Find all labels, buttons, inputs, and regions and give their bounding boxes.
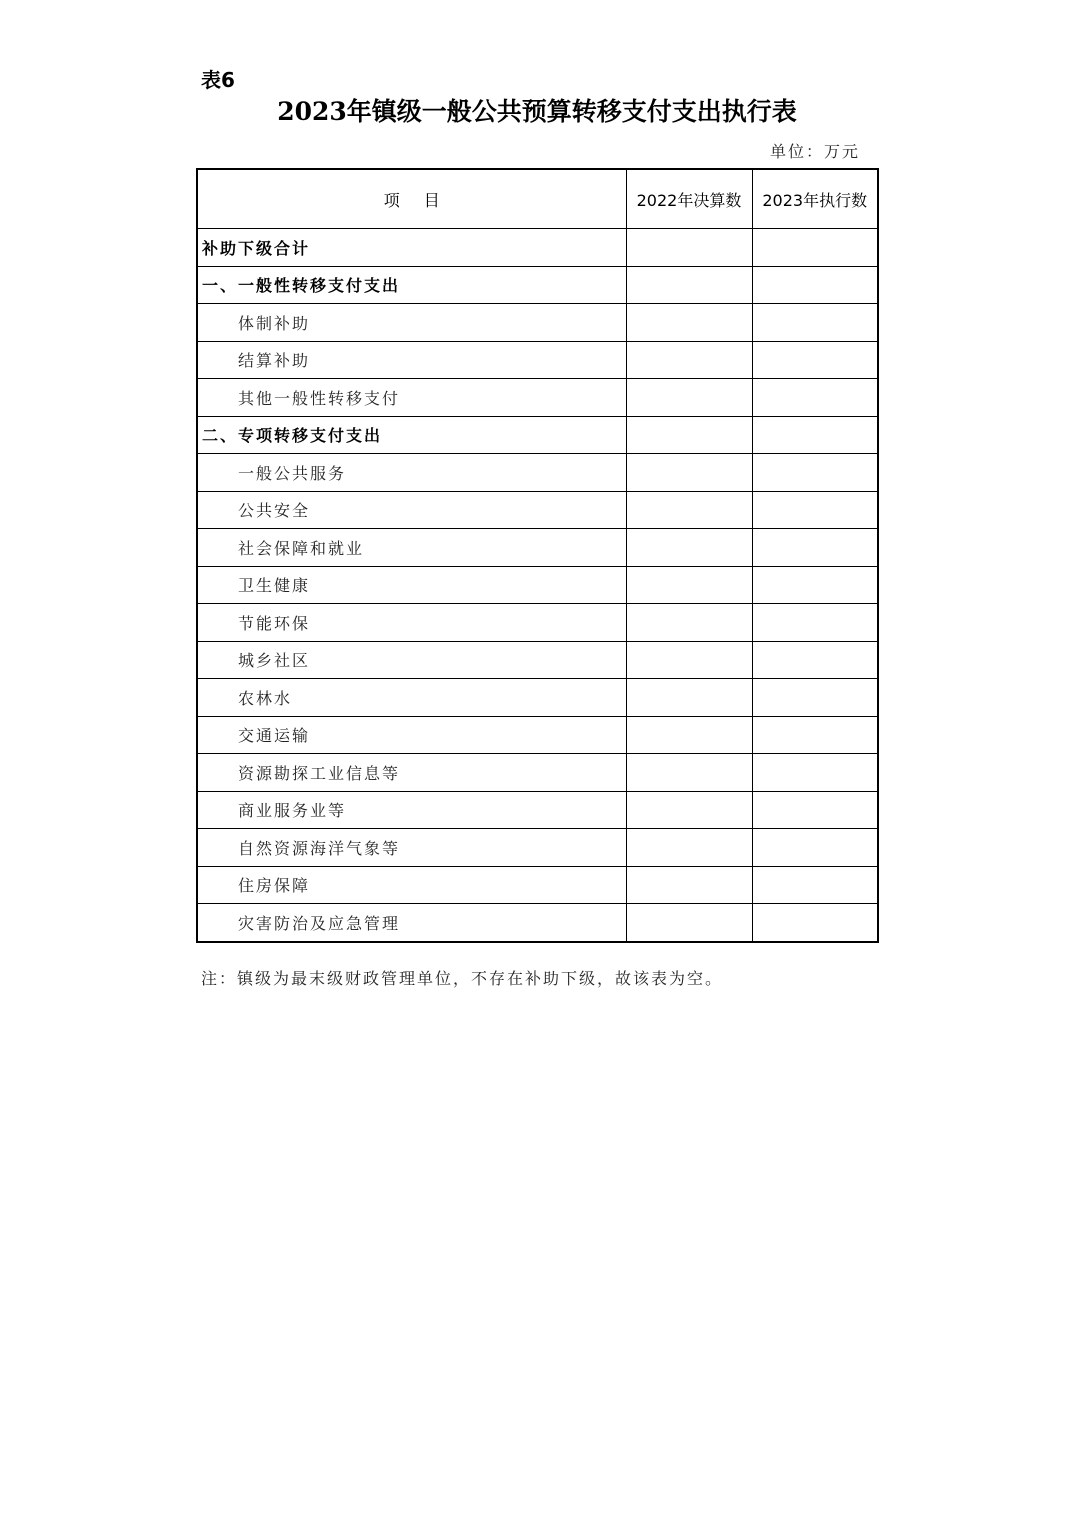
- cell-2022-final: [626, 829, 752, 867]
- cell-2023-execution: [752, 229, 878, 267]
- row-label: 商业服务业等: [197, 791, 626, 829]
- row-label: 城乡社区: [197, 641, 626, 679]
- cell-2022-final: [626, 566, 752, 604]
- table-row: [197, 791, 878, 829]
- cell-2022-final: [626, 454, 752, 492]
- cell-2022-final: [626, 491, 752, 529]
- cell-2022-final: [626, 304, 752, 342]
- cell-2023-execution: [752, 679, 878, 717]
- row-label: 卫生健康: [197, 566, 626, 604]
- cell-2023-execution: [752, 791, 878, 829]
- row-label: 体制补助: [197, 304, 626, 342]
- row-label: 节能环保: [197, 604, 626, 642]
- header-item: 项目: [197, 169, 626, 229]
- table-row: [197, 866, 878, 904]
- cell-2023-execution: [752, 491, 878, 529]
- row-label: 公共安全: [197, 491, 626, 529]
- table-row: [197, 829, 878, 867]
- cell-2022-final: [626, 866, 752, 904]
- table-row: [197, 754, 878, 792]
- cell-2022-final: [626, 716, 752, 754]
- page-title: 2023年镇级一般公共预算转移支付支出执行表: [277, 97, 797, 126]
- cell-2022-final: [626, 679, 752, 717]
- cell-2023-execution: [752, 754, 878, 792]
- row-label: 灾害防治及应急管理: [197, 904, 626, 942]
- table-row: [197, 304, 878, 342]
- cell-2022-final: [626, 341, 752, 379]
- cell-2022-final: [626, 529, 752, 567]
- unit-label: 单位：万元: [769, 142, 860, 161]
- row-label: 资源勘探工业信息等: [197, 754, 626, 792]
- table-row: [197, 716, 878, 754]
- row-label: 社会保障和就业: [197, 529, 626, 567]
- cell-2023-execution: [752, 904, 878, 942]
- cell-2023-execution: [752, 566, 878, 604]
- cell-2022-final: [626, 416, 752, 454]
- row-label: 补助下级合计: [197, 229, 626, 267]
- table-number: 表6: [201, 68, 235, 92]
- cell-2022-final: [626, 904, 752, 942]
- cell-2022-final: [626, 791, 752, 829]
- header-2022-final: 2022年决算数: [626, 169, 752, 229]
- table-row: [197, 491, 878, 529]
- budget-table: [196, 168, 879, 943]
- row-label: 自然资源海洋气象等: [197, 829, 626, 867]
- cell-2022-final: [626, 379, 752, 417]
- table-row: [197, 266, 878, 304]
- cell-2023-execution: [752, 716, 878, 754]
- table-row: [197, 566, 878, 604]
- table-row: [197, 416, 878, 454]
- cell-2023-execution: [752, 416, 878, 454]
- row-label: 其他一般性转移支付: [197, 379, 626, 417]
- row-label: 交通运输: [197, 716, 626, 754]
- cell-2022-final: [626, 604, 752, 642]
- row-label: 一、一般性转移支付支出: [197, 266, 626, 304]
- cell-2023-execution: [752, 604, 878, 642]
- cell-2023-execution: [752, 829, 878, 867]
- table-row: [197, 379, 878, 417]
- table-row: [197, 904, 878, 942]
- cell-2023-execution: [752, 341, 878, 379]
- cell-2023-execution: [752, 529, 878, 567]
- row-label: 二、专项转移支付支出: [197, 416, 626, 454]
- table-row: [197, 229, 878, 267]
- table-row: [197, 341, 878, 379]
- header-2023-execution: 2023年执行数: [752, 169, 878, 229]
- table-row: [197, 679, 878, 717]
- cell-2023-execution: [752, 304, 878, 342]
- table-row: [197, 641, 878, 679]
- cell-2022-final: [626, 754, 752, 792]
- row-label: 一般公共服务: [197, 454, 626, 492]
- table-row: [197, 454, 878, 492]
- row-label: 住房保障: [197, 866, 626, 904]
- table-header-row: [197, 169, 878, 229]
- cell-2022-final: [626, 641, 752, 679]
- cell-2022-final: [626, 266, 752, 304]
- table-body: [197, 229, 878, 942]
- row-label: 农林水: [197, 679, 626, 717]
- cell-2023-execution: [752, 379, 878, 417]
- row-label: 结算补助: [197, 341, 626, 379]
- table-row: [197, 604, 878, 642]
- cell-2023-execution: [752, 454, 878, 492]
- cell-2023-execution: [752, 866, 878, 904]
- footnote: 注：镇级为最末级财政管理单位，不存在补助下级，故该表为空。: [201, 969, 724, 988]
- cell-2023-execution: [752, 266, 878, 304]
- cell-2022-final: [626, 229, 752, 267]
- table-row: [197, 529, 878, 567]
- cell-2023-execution: [752, 641, 878, 679]
